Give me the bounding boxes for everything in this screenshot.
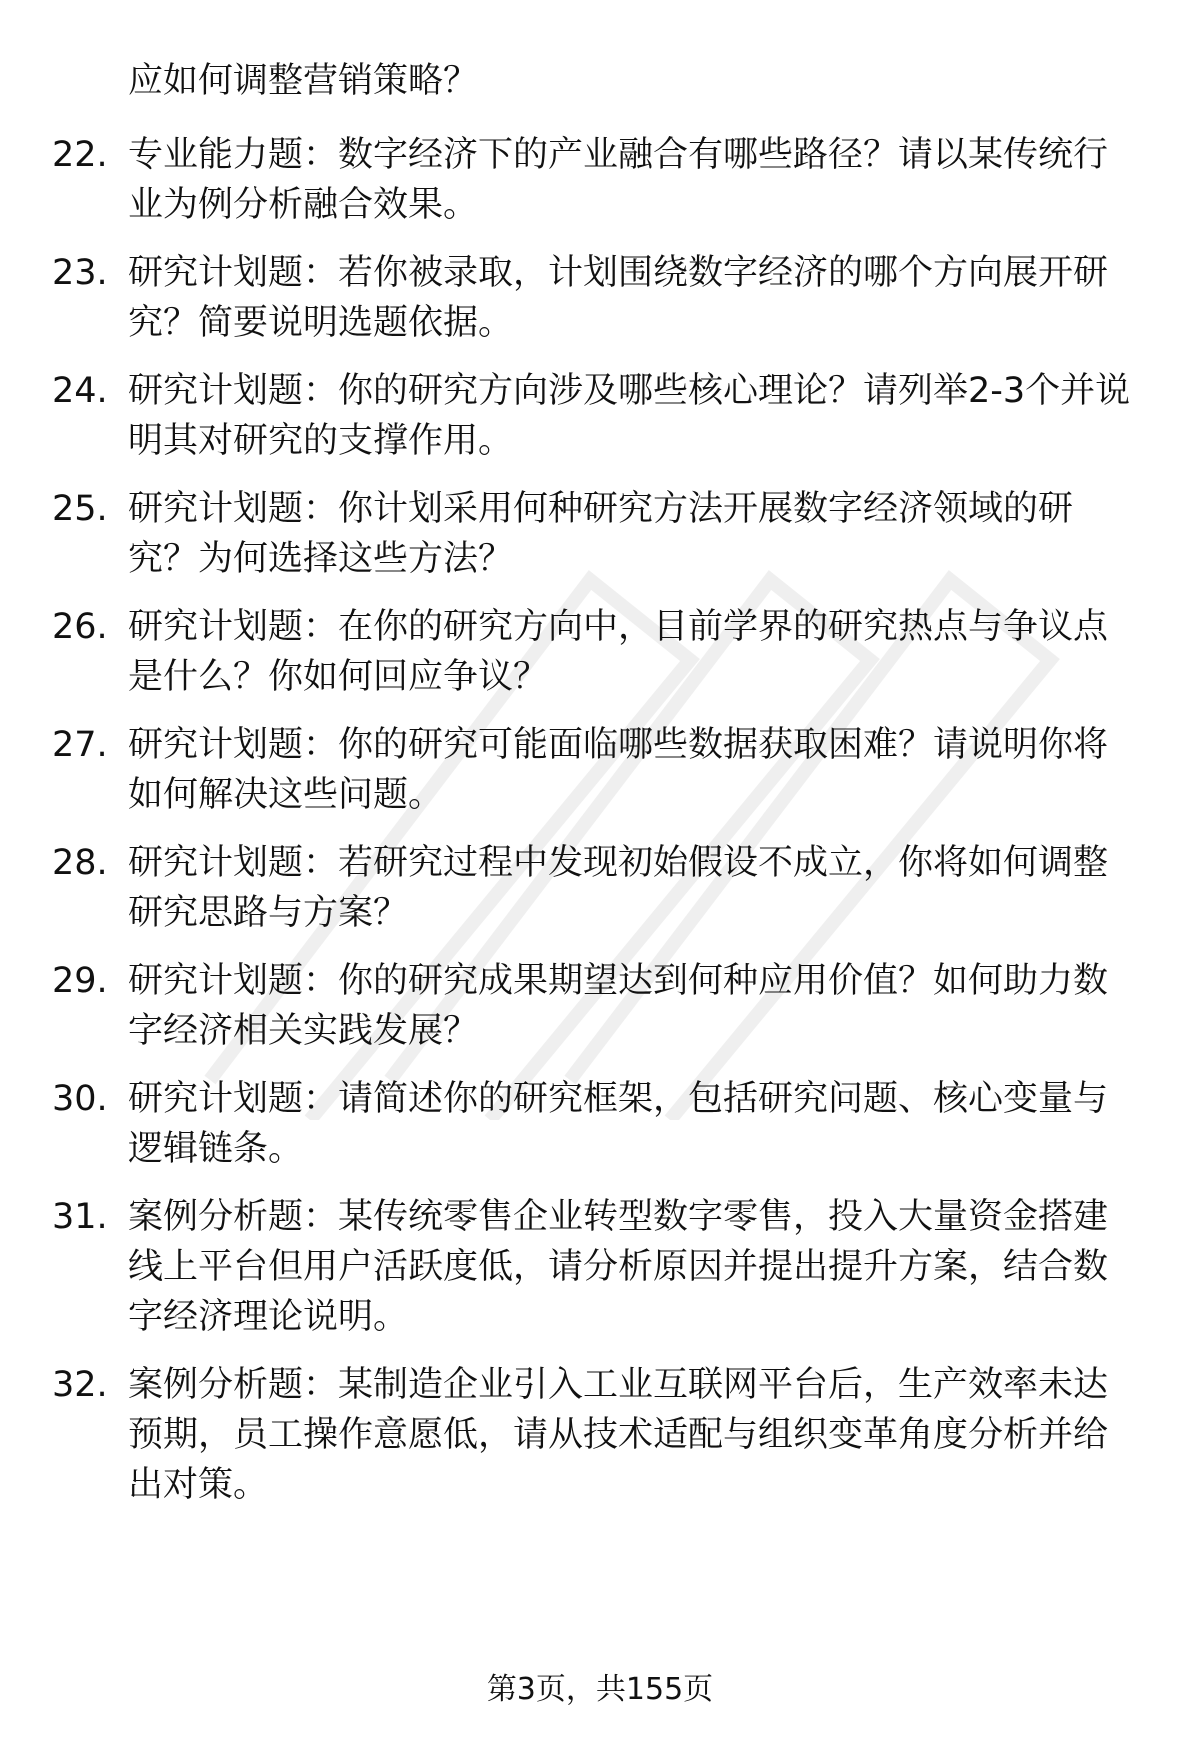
question-number: 31. <box>52 1197 108 1237</box>
question-number: 23. <box>52 253 108 293</box>
page-footer: 第3页，共155页 <box>486 1672 714 1707</box>
question-text: 案例分析题：某制造企业引入工业互联网平台后，生产效率未达预期，员工操作意愿低，请从技术适配与组织变革角度分析并给出对策。 <box>128 1365 1109 1505</box>
question-text: 案例分析题：某传统零售企业转型数字零售，投入大量资金搭建线上平台但用户活跃度低，请分析原因并提出提升方案，结合数字经济理论说明。 <box>128 1197 1109 1337</box>
question-text: 研究计划题：请简述你的研究框架，包括研究问题、核心变量与逻辑链条。 <box>128 1079 1109 1169</box>
question-text: 研究计划题：你的研究成果期望达到何种应用价值？如何助力数字经济相关实践发展？ <box>128 961 1109 1051</box>
question-number: 30. <box>52 1079 108 1119</box>
question-number: 22. <box>52 135 108 175</box>
question-number: 29. <box>52 961 108 1001</box>
question-text: 专业能力题：数字经济下的产业融合有哪些路径？请以某传统行业为例分析融合效果。 <box>128 135 1109 225</box>
continued-question-text: 应如何调整营销策略？ <box>128 61 479 101</box>
question-text: 研究计划题：你计划采用何种研究方法开展数字经济领域的研究？为何选择这些方法？ <box>128 489 1074 579</box>
question-number: 28. <box>52 843 108 883</box>
question-number: 25. <box>52 489 108 529</box>
question-number: 26. <box>52 607 108 647</box>
question-text: 研究计划题：若研究过程中发现初始假设不成立，你将如何调整研究思路与方案？ <box>128 843 1109 933</box>
question-number: 27. <box>52 725 108 765</box>
question-text: 研究计划题：在你的研究方向中，目前学界的研究热点与争议点是什么？你如何回应争议？ <box>128 607 1109 697</box>
question-text: 研究计划题：你的研究可能面临哪些数据获取困难？请说明你将如何解决这些问题。 <box>128 725 1109 815</box>
question-number: 24. <box>52 371 108 411</box>
question-text: 研究计划题：你的研究方向涉及哪些核心理论？请列举2-3个并说明其对研究的支撑作用。 <box>128 371 1131 461</box>
question-text: 研究计划题：若你被录取，计划围绕数字经济的哪个方向展开研究？简要说明选题依据。 <box>128 253 1109 343</box>
question-number: 32. <box>52 1365 108 1405</box>
